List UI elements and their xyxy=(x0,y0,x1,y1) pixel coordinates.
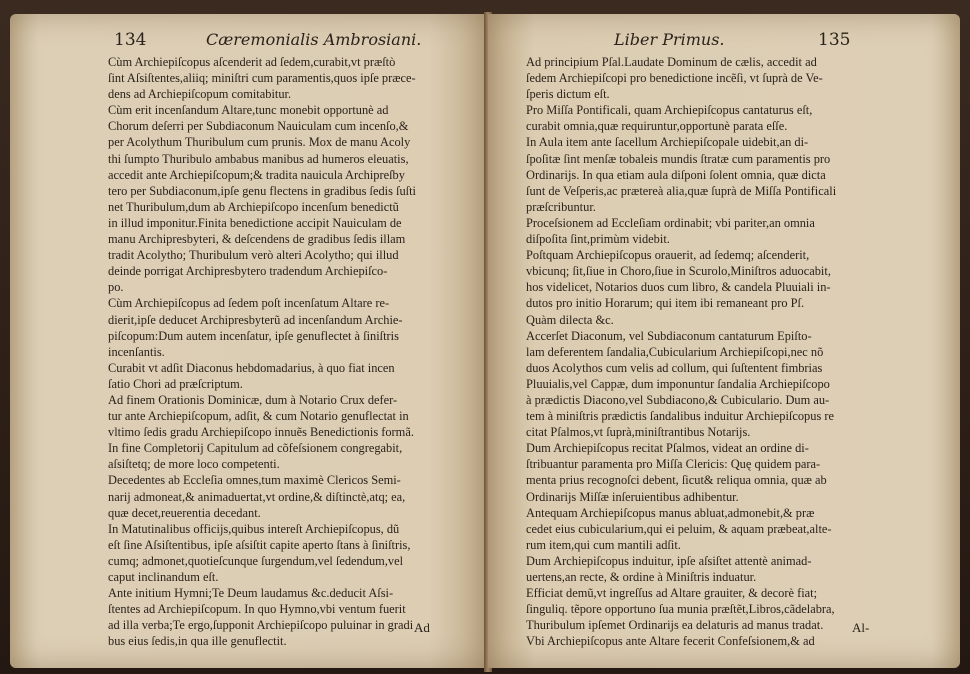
text-line: deinde porrigat Archipresbytero tradendum Archiepiſco- xyxy=(108,264,388,279)
text-line: Efficiat demũ,vt ingreſſus ad Altare grauiter, & decorè fiat; xyxy=(526,586,818,601)
text-line: Dum Archiepiſcopus induitur, ipſe aſsiſtet attentè animad- xyxy=(526,553,812,568)
right-page-number: 135 xyxy=(818,30,851,50)
text-line: tem à miniſtris prædictis ſandalibus induitur Archiepiſcopus re xyxy=(526,409,834,424)
right-page-text xyxy=(526,54,916,649)
text-line: præſcribuntur. xyxy=(526,199,596,214)
right-running-title: Liber Primus. xyxy=(614,30,725,49)
text-line: accedit ante Archiepiſcopum;& tradita nauicula Archipreſby xyxy=(108,167,405,182)
text-line: Proceſsionem ad Eccleſiam ordinabit; vbi pariter,an omnia xyxy=(526,215,815,230)
text-line: ad illa verba;Te ergo,ſupponit Archiepiſcopo puluinar in gradi xyxy=(108,618,414,633)
text-line: aſsiſtetq; de more loco competenti. xyxy=(108,457,280,472)
text-line: Antequam Archiepiſcopus manus abluat,admonebit,& præ xyxy=(526,505,815,520)
text-line: Cùm erit incenſandum Altare,tunc monebit opportunè ad xyxy=(108,103,389,118)
text-line: bus eius ſedis,in qua ille genuflectit. xyxy=(108,634,287,649)
text-line: vbicunq; ſit,ſiue in Choro,ſiue in Scurolo,Miniſtros aduocabit, xyxy=(526,264,831,279)
left-page-number: 134 xyxy=(114,30,147,50)
text-line: po. xyxy=(108,280,124,295)
text-line: ſinguliq. tẽpore opportuno ſua munia præſtẽt,Libros,cãdelabra, xyxy=(526,602,835,617)
right-page-header xyxy=(488,30,960,54)
text-line: tur ante Archiepiſcopum, adſit, & cum Notario genuflectat in xyxy=(108,409,409,424)
text-line: ſunt de Veſperis,ac prætereà alia,quæ ſuprà de Miſſa Pontificali xyxy=(526,183,837,198)
text-line: ſatio Chori ad præſcriptum. xyxy=(108,376,243,391)
text-line: Thuribulum ipſemet Ordinarijs ea delaturis ad manus tradat. xyxy=(526,618,824,633)
text-line: duos Acolythos cum velis ad collum, qui ſuſtentent fimbrias xyxy=(526,360,823,375)
text-line: menta prius recognoſci debent, ſicut& reliqua omnia, quæ ab xyxy=(526,473,827,488)
text-line: in illud imponitur.Finita benedictione accipit Nauiculam de xyxy=(108,215,402,230)
text-line: hos videlicet, Notarios duos cum libro, & candela Pluuiali in- xyxy=(526,280,831,295)
text-line: ſedem Archiepiſcopi pro benedictione incẽſi, vt ſuprà de Ve- xyxy=(526,71,823,86)
text-line: rum item,qui cum mantili adſit. xyxy=(526,537,681,552)
text-line: eſt ſine Aſsiſtentibus, ipſe aſsiſtit capite aperto ſtans à ſiniſtris, xyxy=(108,537,411,552)
text-line: uertens,an recte, & ordine à Miniſtris induatur. xyxy=(526,570,757,584)
left-running-title: Cæremonialis Ambrosiani. xyxy=(206,30,422,49)
text-line: ſtentes ad Archiepiſcopum. In quo Hymno,vbi ventum fuerit xyxy=(108,602,406,617)
text-line: quæ decet,reuerentia decedant. xyxy=(108,505,261,520)
text-line: incenſantis. xyxy=(108,344,165,359)
text-line: Accerſet Diaconum, vel Subdiaconum cantaturum Epiſto- xyxy=(526,328,812,343)
text-line: dutos pro initio Horarum; qui item ibi remaneant pro Pſ. xyxy=(526,296,805,311)
text-line: dierit,ipſe deducet Archipresbyterũ ad incenſandum Archie- xyxy=(108,312,403,327)
text-line: ſpoſitæ ſint menſæ tobaleis mundis ſtratæ cum paramentis pro xyxy=(526,151,831,166)
text-line: Cùm Archiepiſcopus aſcenderit ad ſedem,curabit,vt præſtò xyxy=(108,55,396,69)
right-page xyxy=(488,14,960,668)
text-line: Ante initium Hymni;Te Deum laudamus &c.deducit Aſsi- xyxy=(108,586,394,601)
text-line: citat Pſalmos,vt ſuprà,miniſtrantibus Notarijs. xyxy=(526,425,751,440)
text-line: ſint Aſsiſtentes,aliiq; miniſtri cum paramentis,quos ipſe præce- xyxy=(108,71,416,86)
text-line: piſcopum:Dum autem incenſatur, ipſe genuflectet à ſiniſtris xyxy=(108,328,399,343)
text-line: curabit omnia,quæ requiruntur,opportunè parata eſſe. xyxy=(526,119,788,134)
right-catchword: Al- xyxy=(852,620,870,635)
text-line: ſtribuantur paramenta pro Miſſa Clericis: Quę quidem para- xyxy=(526,457,821,472)
text-line: Chorum deſerri per Subdiaconum Nauiculam cum incenſo,& xyxy=(108,119,409,134)
text-line: Cùm Archiepiſcopus ad ſedem poſt incenſatum Altare re- xyxy=(108,296,390,311)
text-line: Curabit vt adſit Diaconus hebdomadarius, à quo fiat incen xyxy=(108,360,395,375)
text-line: cumq; admonet,quotieſcunque ſurgendum,vel ſedendum,vel xyxy=(108,553,404,568)
text-line: lam deferentem ſandalia,Cubicularium Archiepiſcopi,nec nõ xyxy=(526,344,824,359)
text-line: diſpoſita ſint,primùm videbit. xyxy=(526,232,670,247)
text-line: Ordinarijs Miſſæ inſeruientibus adhibentur. xyxy=(526,489,739,504)
text-line: tero per Subdiaconum,ipſe genu flectens in gradibus ſedis ſuſti xyxy=(108,183,416,198)
text-line: vltimo ſedis gradu Archiepiſcopo innuẽs Benedictionis formã. xyxy=(108,425,414,440)
text-line: tradit Acolytho; Thuribulum verò alteri Acolytho; qui illud xyxy=(108,248,399,263)
text-line: cedet eius cubicularium,qui ei peluim, & aquam præbeat,alte- xyxy=(526,521,832,536)
text-line: Vbi Archiepiſcopus ante Altare fecerit Confeſsionem,& ad xyxy=(526,634,815,649)
text-line: Poſtquam Archiepiſcopus orauerit, ad ſedemq; aſcenderit, xyxy=(526,248,810,263)
text-line: dens ad Archiepiſcopum comitabitur. xyxy=(108,87,292,102)
text-line: Dum Archiepiſcopus recitat Pſalmos, videat an ordine di- xyxy=(526,441,809,456)
text-line: manu Archipresbyteri, & deſcendens de gradibus ſedis illam xyxy=(108,232,406,247)
text-line: Quàm dilecta &c. xyxy=(526,312,614,327)
text-line: In Aula item ante ſacellum Archiepiſcopale uidebit,an di- xyxy=(526,135,809,150)
text-line: In Matutinalibus officijs,quibus intereſt Archiepiſcopus, dũ xyxy=(108,521,400,536)
text-line: thi ſumpto Thuribulo ambabus manibus ad humeros eleuatis, xyxy=(108,151,409,166)
text-line: per Acolythum Thuribulum cum prunis. Mox de manu Acoly xyxy=(108,135,411,150)
text-line: caput inclinandum eſt. xyxy=(108,570,219,584)
text-line: Pluuialis,vel Cappæ, dum imponuntur ſandalia Archiepiſcopo xyxy=(526,376,830,391)
text-line: ſperis dictum eſt. xyxy=(526,87,610,102)
text-line: narij admoneat,& animaduertat,vt ordine,& diſtinctè,atq; ea, xyxy=(108,489,406,504)
text-line: net Thuribulum,dum ab Archiepiſcopo incenſum benedictũ xyxy=(108,199,399,214)
left-page-header xyxy=(10,30,486,54)
left-page-text xyxy=(108,54,458,649)
text-line: Ordinarijs. In qua etiam aula diſponi ſolent omnia, quæ dicta xyxy=(526,167,826,182)
text-line: à prædictis Diacono,vel Subdiacono,& Cubiculario. Dum au- xyxy=(526,392,830,407)
text-line: Ad principium Pſal.Laudate Dominum de cælis, accedit ad xyxy=(526,55,817,69)
text-line: Ad finem Orationis Dominicæ, dum à Notario Crux defer- xyxy=(108,392,398,407)
left-catchword: Ad xyxy=(414,620,430,635)
text-line: In fine Completorij Capitulum ad cõfeſsionem congregabit, xyxy=(108,441,403,456)
text-line: Decedentes ab Eccleſia omnes,tum maximè Clericos Semi- xyxy=(108,473,401,488)
text-line: Pro Miſſa Pontificali, quam Archiepiſcopus cantaturus eſt, xyxy=(526,103,813,118)
left-page xyxy=(10,14,486,668)
